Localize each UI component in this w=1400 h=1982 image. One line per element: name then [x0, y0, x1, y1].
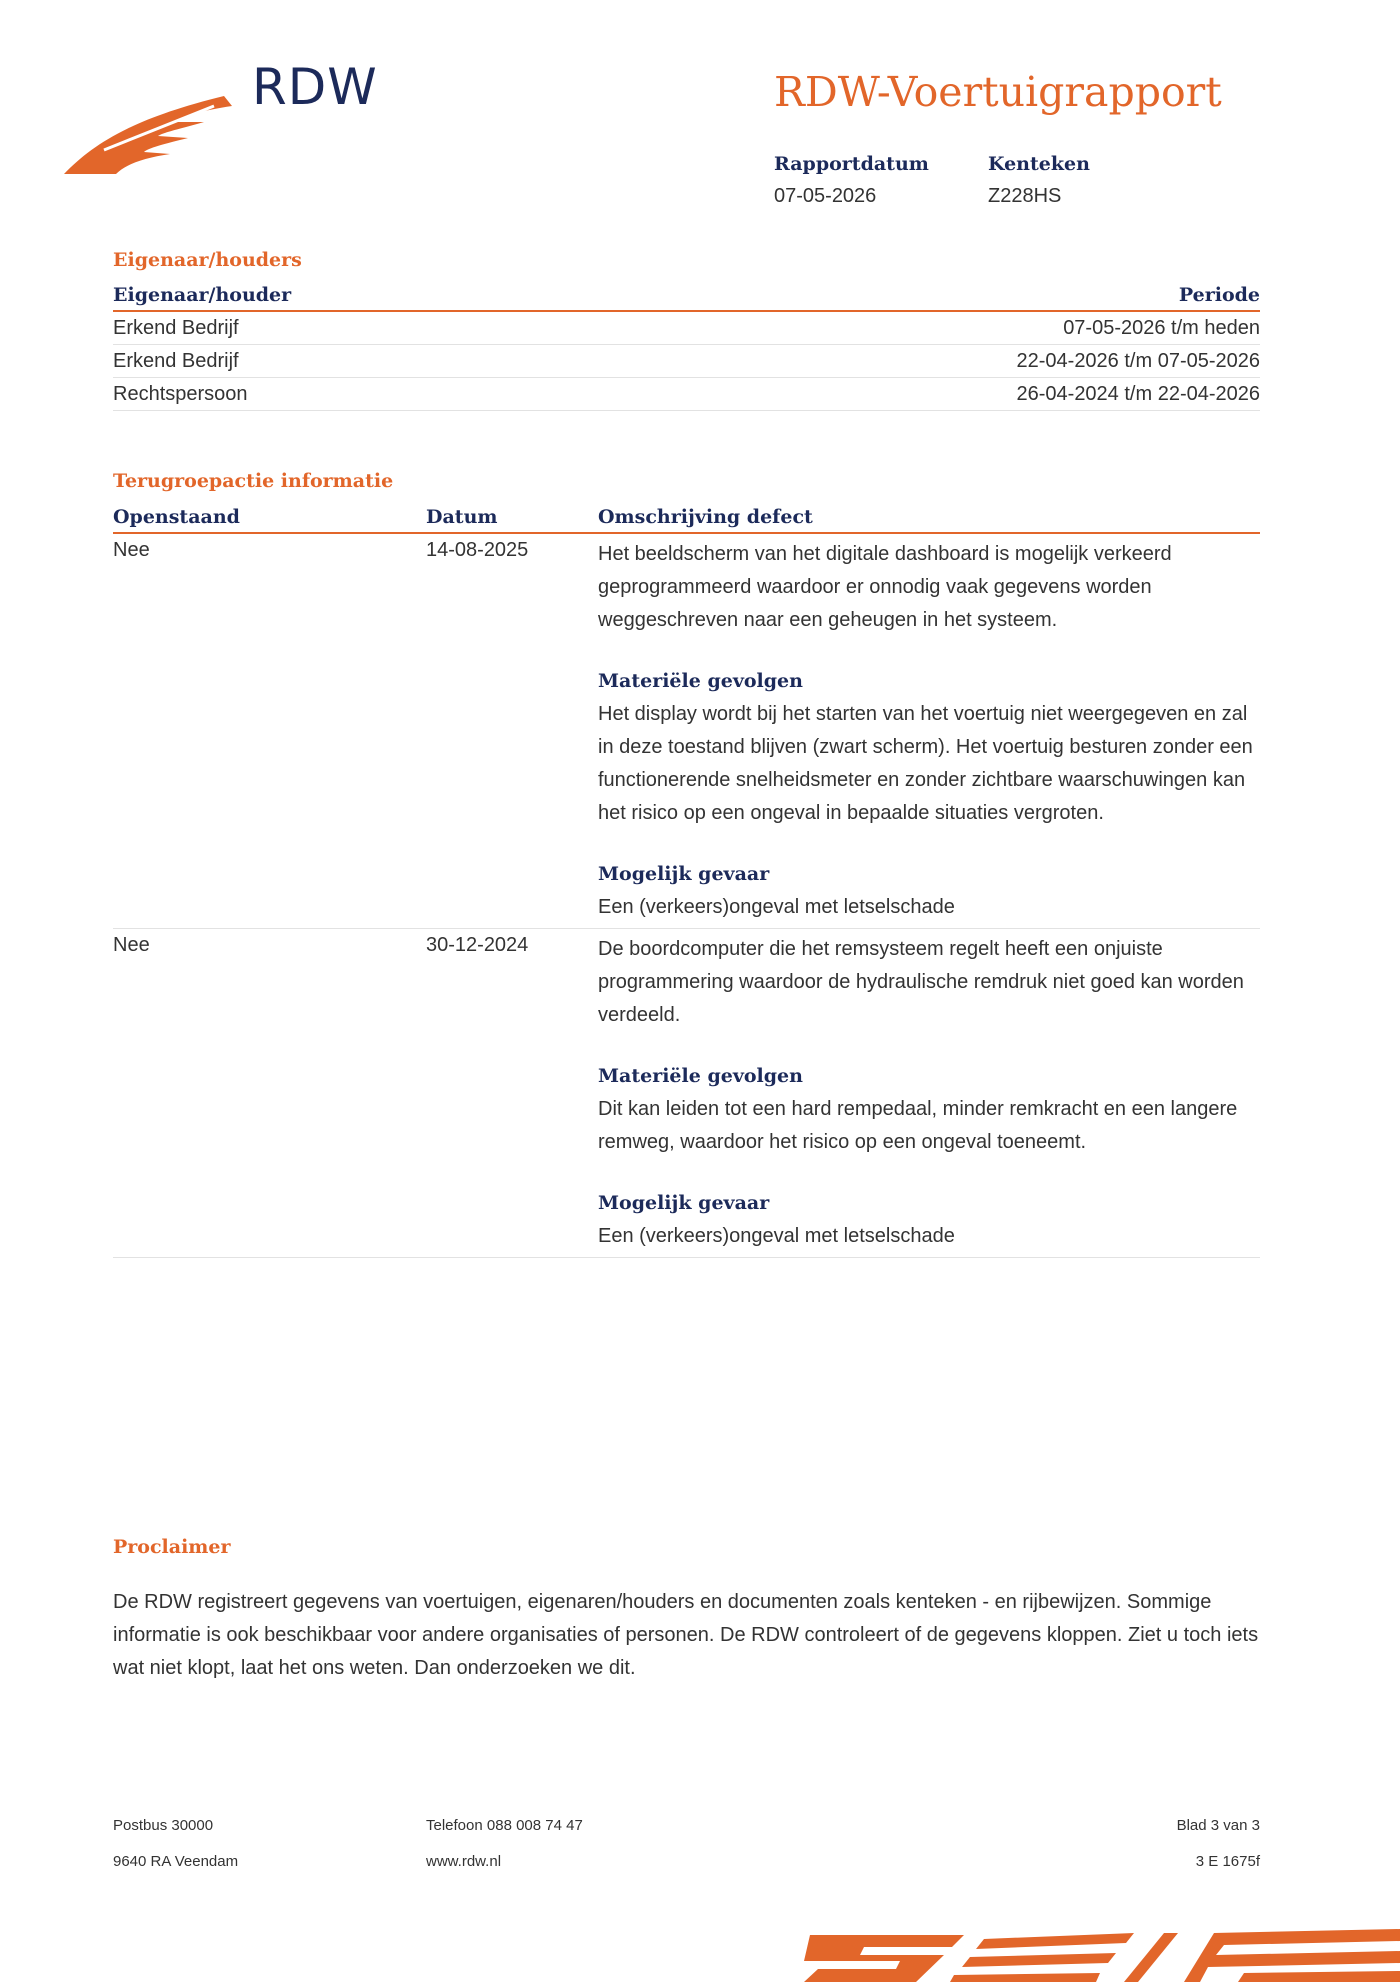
description-cell	[598, 929, 1260, 1257]
meta-value: 07-05-2026	[774, 185, 877, 207]
col-open: Openstaand	[113, 506, 240, 528]
owner-cell: Rechtspersoon	[113, 383, 248, 405]
meta-license-plate	[988, 153, 1090, 208]
date-cell: 30-12-2024	[426, 934, 529, 956]
rdw-stripes-icon	[804, 1925, 1400, 1982]
consequences-text: Het display wordt bij het starten van het voertuig niet weergegeven en zal in deze toestand blijven (zwart scherm). Het voertuig besturen zonder een functionerende snelheidsmeter en zonder zichtbare waarschuwingen kan het risico op een ongeval in bepaalde situaties vergroten.	[598, 703, 1253, 824]
footer-page-number: Blad 3 van 3	[1176, 1817, 1260, 1834]
meta-label: Kenteken	[988, 153, 1090, 175]
owners-section-title: Eigenaar/houders	[113, 249, 302, 271]
footer-address-line: Postbus 30000	[113, 1817, 214, 1834]
recall-table-header	[113, 500, 1260, 534]
owner-cell: Erkend Bedrijf	[113, 317, 239, 339]
consequences-text: Dit kan leiden tot een hard rempedaal, minder remkracht en een langere remweg, waardoor het risico op een ongeval toeneemt.	[598, 1098, 1238, 1153]
consequences-heading: Materiële gevolgen	[598, 670, 803, 692]
meta-label: Rapportdatum	[774, 153, 929, 175]
consequences-heading: Materiële gevolgen	[598, 1065, 803, 1087]
description-cell	[598, 534, 1260, 928]
meta-report-date	[774, 153, 929, 208]
danger-heading: Mogelijk gevaar	[598, 863, 770, 885]
table-row	[113, 345, 1260, 378]
meta-value: Z228HS	[988, 185, 1062, 207]
footer-address-line: 9640 RA Veendam	[113, 1853, 239, 1870]
danger-text: Een (verkeers)ongeval met letselschade	[598, 896, 955, 918]
period-cell: 22-04-2026 t/m 07-05-2026	[1016, 350, 1260, 372]
col-owner: Eigenaar/houder	[113, 284, 292, 306]
owners-table	[113, 278, 1260, 411]
owners-table-header	[113, 278, 1260, 312]
table-row	[113, 378, 1260, 411]
footer-code: 3 E 1675f	[1195, 1853, 1260, 1870]
proclaimer-title: Proclaimer	[113, 1536, 231, 1558]
footer-phone: Telefoon 088 008 74 47	[426, 1817, 583, 1834]
footer-page-info	[1177, 1808, 1260, 1880]
recall-section-title: Terugroepactie informatie	[113, 470, 394, 492]
proclaimer-text: De RDW registreert gegevens van voertuigen, eigenaren/houders en documenten zoals kenteken - en rijbewijzen. Sommige informatie is ook beschikbaar voor andere organisaties of personen. De RDW controleert of de gegevens kloppen. Ziet u toch iets wat niet klopt, laat het ons weten. Dan onderzoeken we dit.	[113, 1591, 1259, 1679]
period-cell: 07-05-2026 t/m heden	[1063, 317, 1260, 339]
date-cell: 14-08-2025	[426, 539, 529, 561]
defect-text: Het beeldscherm van het digitale dashboard is mogelijk verkeerd geprogrammeerd waardoor er onnodig vaak gegevens worden weggeschreven naar een geheugen in het systeem.	[598, 543, 1172, 631]
rdw-logo-icon	[64, 88, 234, 176]
col-description: Omschrijving defect	[598, 506, 813, 528]
footer-contact	[426, 1808, 583, 1880]
footer-address	[113, 1808, 238, 1880]
col-date: Datum	[426, 506, 498, 528]
danger-text: Een (verkeers)ongeval met letselschade	[598, 1225, 955, 1247]
owner-cell: Erkend Bedrijf	[113, 350, 239, 372]
danger-heading: Mogelijk gevaar	[598, 1192, 770, 1214]
footer-website-link[interactable]: www.rdw.nl	[426, 1853, 502, 1870]
table-row	[113, 534, 1260, 929]
col-period: Periode	[1178, 284, 1260, 306]
open-cell: Nee	[113, 934, 150, 956]
open-cell: Nee	[113, 539, 150, 561]
table-row	[113, 929, 1260, 1258]
recall-table	[113, 500, 1260, 1258]
logo-text: RDW	[252, 58, 378, 116]
period-cell: 26-04-2024 t/m 22-04-2026	[1016, 383, 1260, 405]
table-row	[113, 312, 1260, 345]
defect-text: De boordcomputer die het remsysteem regelt heeft een onjuiste programmering waardoor de hydraulische remdruk niet goed kan worden verdeeld.	[598, 938, 1244, 1026]
report-title: RDW-Voertuigrapport	[774, 68, 1222, 116]
